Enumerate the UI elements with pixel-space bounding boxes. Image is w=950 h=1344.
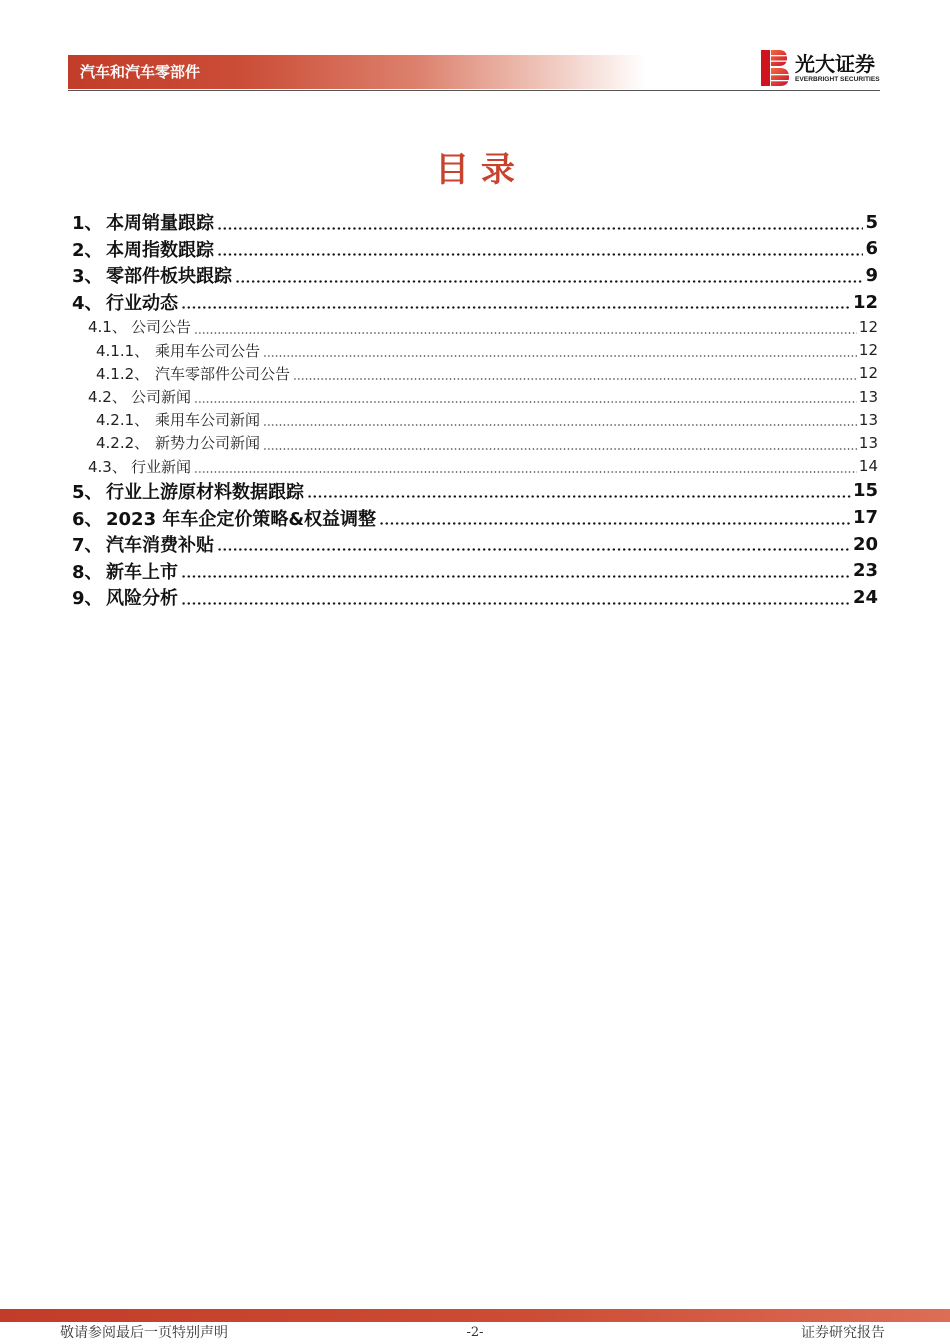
toc-entry-page: 13 xyxy=(858,410,878,429)
header-divider xyxy=(68,90,880,91)
toc-list xyxy=(72,209,878,611)
toc-entry-page: 14 xyxy=(858,457,878,476)
footer-report-type: 证券研究报告 xyxy=(801,1325,885,1341)
toc-entry-title: 新车上市 xyxy=(106,561,178,583)
toc-entry-number: 3、 xyxy=(72,266,103,288)
toc-dot-leader xyxy=(235,280,863,283)
toc-entry-4-2-1[interactable] xyxy=(72,408,878,431)
toc-entry-number: 9、 xyxy=(72,588,103,610)
toc-dot-leader xyxy=(379,522,851,525)
footer-band xyxy=(0,1309,950,1322)
footer-disclaimer: 敬请参阅最后一页特别声明 xyxy=(60,1325,228,1341)
toc-entry-4[interactable] xyxy=(72,289,878,316)
toc-entry-number: 4.1、 xyxy=(88,318,127,337)
toc-entry-page: 17 xyxy=(852,507,878,529)
toc-title: 目 录 xyxy=(435,150,515,190)
toc-entry-title: 行业新闻 xyxy=(131,457,192,476)
toc-entry-6[interactable] xyxy=(72,504,878,531)
toc-entry-page: 12 xyxy=(858,341,878,360)
toc-entry-5[interactable] xyxy=(72,478,878,505)
toc-dot-leader xyxy=(217,227,863,230)
toc-entry-page: 23 xyxy=(852,560,878,582)
toc-entry-number: 1、 xyxy=(72,213,103,235)
toc-dot-leader xyxy=(217,548,851,551)
toc-entry-page: 12 xyxy=(852,291,878,313)
toc-entry-number: 4.2、 xyxy=(88,388,127,407)
toc-entry-title: 乘用车公司公告 xyxy=(155,341,261,360)
toc-dot-leader xyxy=(194,471,857,473)
toc-entry-4-1[interactable] xyxy=(72,315,878,338)
toc-entry-page: 12 xyxy=(858,317,878,336)
toc-dot-leader xyxy=(194,401,857,403)
toc-entry-page: 13 xyxy=(858,433,878,452)
toc-entry-4-2[interactable] xyxy=(72,385,878,408)
toc-entry-1[interactable] xyxy=(72,209,878,236)
toc-entry-page: 5 xyxy=(865,211,878,233)
toc-entry-title: 公司公告 xyxy=(131,318,192,337)
toc-entry-number: 2、 xyxy=(72,239,103,261)
toc-dot-leader xyxy=(263,355,857,357)
toc-entry-3[interactable] xyxy=(72,262,878,289)
toc-entry-page: 13 xyxy=(858,387,878,406)
toc-entry-4-2-2[interactable] xyxy=(72,431,878,454)
toc-entry-title: 本周销量跟踪 xyxy=(106,213,214,235)
logo-name-cn: 光大证券 xyxy=(795,52,875,76)
toc-dot-leader xyxy=(293,378,857,380)
toc-entry-number: 4、 xyxy=(72,293,103,315)
toc-entry-number: 4.2.1、 xyxy=(96,411,150,430)
footer-page-number: -2- xyxy=(466,1325,484,1340)
toc-entry-number: 4.3、 xyxy=(88,457,127,476)
toc-entry-8[interactable] xyxy=(72,557,878,584)
toc-entry-number: 4.2.2、 xyxy=(96,434,150,453)
toc-entry-number: 5、 xyxy=(72,481,103,503)
toc-entry-page: 12 xyxy=(858,364,878,383)
toc-entry-number: 8、 xyxy=(72,561,103,583)
toc-entry-page: 9 xyxy=(865,264,878,286)
toc-entry-number: 4.1.2、 xyxy=(96,364,150,383)
toc-entry-title: 本周指数跟踪 xyxy=(106,239,214,261)
header-section-bar xyxy=(68,55,646,89)
toc-entry-2[interactable] xyxy=(72,236,878,263)
toc-entry-9[interactable] xyxy=(72,584,878,611)
toc-dot-leader xyxy=(181,306,851,309)
toc-entry-title: 公司新闻 xyxy=(131,388,192,407)
toc-entry-page: 6 xyxy=(865,238,878,260)
toc-dot-leader xyxy=(263,424,857,426)
header-section-title: 汽车和汽车零部件 xyxy=(80,63,201,81)
toc-entry-title: 新势力公司新闻 xyxy=(155,434,261,453)
toc-entry-number: 6、 xyxy=(72,508,103,530)
toc-entry-title: 乘用车公司新闻 xyxy=(155,411,261,430)
toc-dot-leader xyxy=(194,332,857,334)
toc-entry-page: 20 xyxy=(852,533,878,555)
toc-entry-page: 24 xyxy=(852,586,878,608)
toc-dot-leader xyxy=(307,495,851,498)
toc-entry-title: 行业动态 xyxy=(106,293,178,315)
toc-entry-number: 7、 xyxy=(72,535,103,557)
toc-dot-leader xyxy=(263,448,857,450)
everbright-logo-icon xyxy=(761,50,789,86)
toc-entry-title: 行业上游原材料数据跟踪 xyxy=(106,481,304,503)
toc-entry-page: 15 xyxy=(852,480,878,502)
toc-entry-title: 汽车消费补贴 xyxy=(106,535,214,557)
toc-entry-number: 4.1.1、 xyxy=(96,341,150,360)
toc-dot-leader xyxy=(217,253,863,256)
logo-name-en: EVERBRIGHT SECURITIES xyxy=(795,76,880,83)
toc-entry-title: 汽车零部件公司公告 xyxy=(155,364,291,383)
toc-dot-leader xyxy=(181,575,851,578)
toc-dot-leader xyxy=(181,602,851,605)
toc-entry-4-1-1[interactable] xyxy=(72,339,878,362)
toc-entry-4-1-2[interactable] xyxy=(72,362,878,385)
toc-entry-title: 风险分析 xyxy=(106,588,178,610)
toc-entry-4-3[interactable] xyxy=(72,455,878,478)
toc-entry-7[interactable] xyxy=(72,531,878,558)
toc-entry-title: 2023 年车企定价策略&权益调整 xyxy=(106,508,377,530)
toc-entry-title: 零部件板块跟踪 xyxy=(106,266,232,288)
